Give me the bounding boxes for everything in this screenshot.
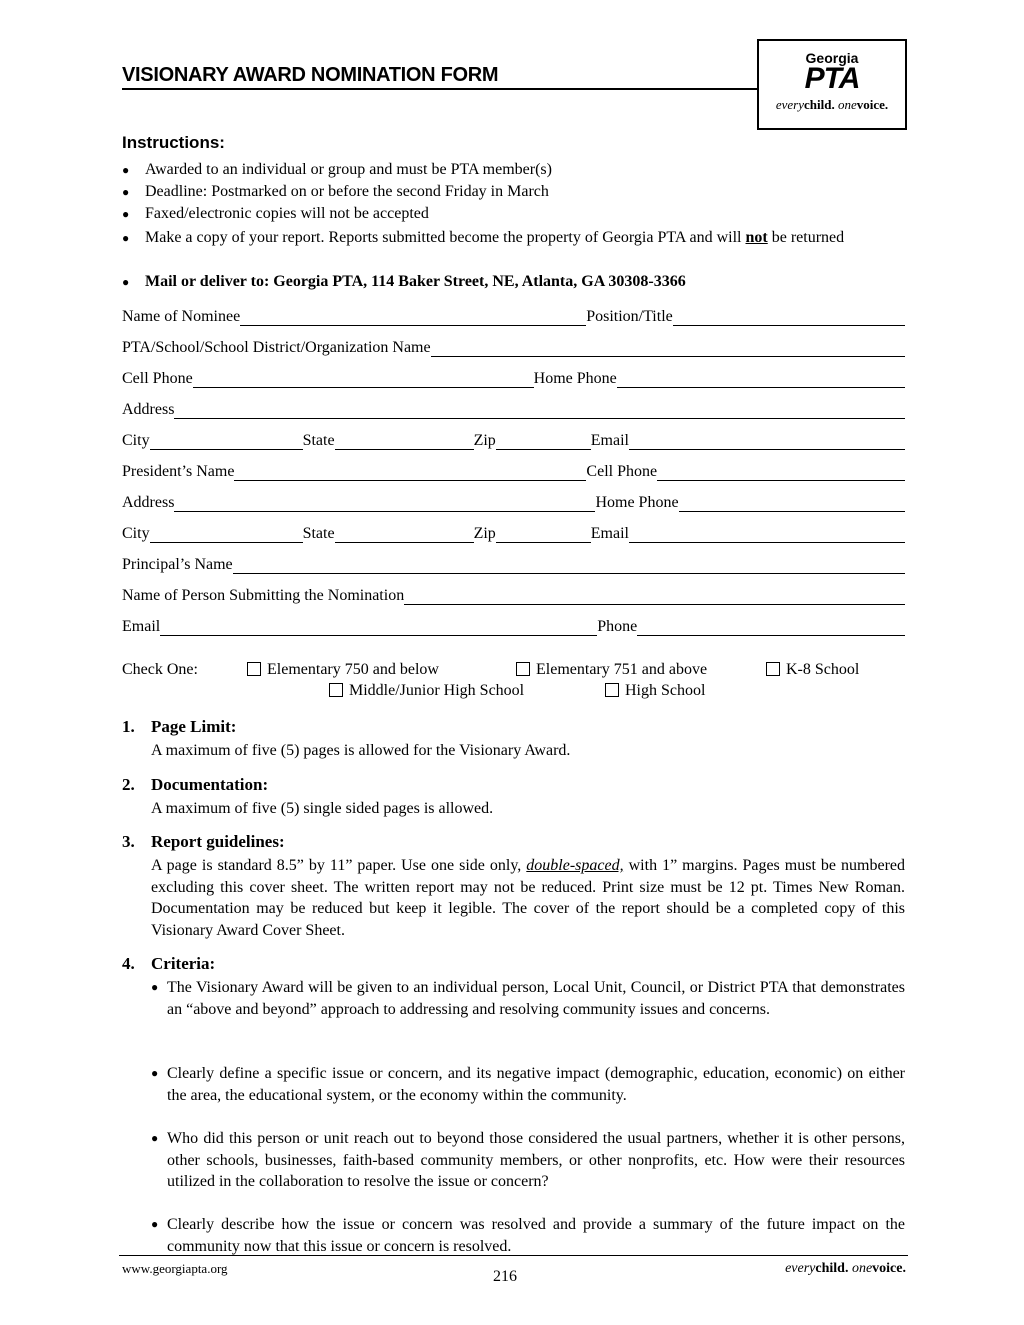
submitter-name-field[interactable] xyxy=(404,589,905,605)
instruction-item: ● Make a copy of your report. Reports submitted become the property of Georgia PTA and will not be returned xyxy=(122,229,845,246)
footer-website[interactable]: www.georgiapta.org xyxy=(122,1261,228,1276)
nominee-name-field[interactable] xyxy=(240,310,586,326)
georgia-pta-logo xyxy=(757,39,907,130)
submitter-phone-label: Phone xyxy=(597,618,638,635)
school-type-option[interactable]: Elementary 750 and below xyxy=(247,661,439,679)
president-city-row xyxy=(122,523,905,543)
city-label: City xyxy=(122,432,150,449)
president-name-label: President’s Name xyxy=(122,463,235,480)
president-address-row xyxy=(122,492,905,512)
checkbox[interactable] xyxy=(516,662,530,676)
city-row xyxy=(122,430,905,450)
checkbox[interactable] xyxy=(329,683,343,697)
double-spaced-emphasis: double-spaced, xyxy=(526,857,624,874)
email-label: Email xyxy=(590,432,629,449)
page-number: 216 xyxy=(493,1268,517,1285)
address-field[interactable] xyxy=(174,403,905,419)
cell-phone-field[interactable] xyxy=(193,372,534,388)
principal-row xyxy=(122,554,905,574)
checkbox[interactable] xyxy=(766,662,780,676)
criteria-item: ● Clearly define a specific issue or concern, and its negative impact (demographic, education, economic) on either the area, the educational system, or the economy within the community. xyxy=(151,1065,905,1104)
form-title: VISIONARY AWARD NOMINATION FORM xyxy=(122,64,758,90)
criteria-item: ● Clearly describe how the issue or concern was resolved and provide a summary of the future impact on the community now that this issue or concern is resolved. xyxy=(151,1216,905,1255)
not-emphasis: not xyxy=(745,229,768,246)
president-row xyxy=(122,461,905,481)
checkbox[interactable] xyxy=(247,662,261,676)
submitter-name-label: Name of Person Submitting the Nomination xyxy=(122,587,405,604)
email-field[interactable] xyxy=(629,434,905,450)
president-state-label: State xyxy=(302,525,335,542)
organization-label: PTA/School/School District/Organization Name xyxy=(122,339,431,356)
submitter-email-label: Email xyxy=(122,618,161,635)
instruction-item: ● Faxed/electronic copies will not be accepted xyxy=(122,205,429,222)
zip-field[interactable] xyxy=(496,434,591,450)
organization-field[interactable] xyxy=(431,341,905,357)
school-type-option[interactable]: Elementary 751 and above xyxy=(516,661,707,679)
president-state-field[interactable] xyxy=(335,527,474,543)
nominee-row xyxy=(122,306,905,326)
principal-name-field[interactable] xyxy=(233,558,905,574)
submitter-contact-row xyxy=(122,616,905,636)
section-heading: 3. Report guidelines: xyxy=(122,832,285,851)
footer-divider xyxy=(119,1255,908,1256)
home-phone-field[interactable] xyxy=(617,372,905,388)
nominee-name-label: Name of Nominee xyxy=(122,308,241,325)
submitter-email-field[interactable] xyxy=(160,620,597,636)
school-type-option[interactable]: Middle/Junior High School xyxy=(329,682,524,700)
president-home-phone-field[interactable] xyxy=(679,496,905,512)
section-heading: 2. Documentation: xyxy=(122,775,269,794)
president-email-field[interactable] xyxy=(629,527,905,543)
position-title-field[interactable] xyxy=(673,310,905,326)
criteria-item: ● The Visionary Award will be given to an individual person, Local Unit, Council, or District PTA that demonstrates an “above and beyond” approach to addressing and resolving community issues and concerns. xyxy=(151,979,905,1018)
president-zip-field[interactable] xyxy=(496,527,591,543)
address-label: Address xyxy=(122,401,175,418)
phone-row xyxy=(122,368,905,388)
city-field[interactable] xyxy=(150,434,303,450)
position-title-label: Position/Title xyxy=(586,308,673,325)
president-name-field[interactable] xyxy=(234,465,586,481)
president-city-label: City xyxy=(122,525,150,542)
school-type-option[interactable]: K-8 School xyxy=(766,661,859,679)
cell-phone-label: Cell Phone xyxy=(122,370,193,387)
criteria-item: ● Who did this person or unit reach out to beyond those considered the usual partners, whether it is other persons, other schools, businesses, faith-based community members, or other nonprofits, etc. How were their resources utilized in the collaboration to resolve the issue or concern? xyxy=(151,1130,905,1190)
submitter-row xyxy=(122,585,905,605)
zip-label: Zip xyxy=(473,432,496,449)
address-row xyxy=(122,399,905,419)
section-body: A maximum of five (5) single sided pages is allowed. xyxy=(151,800,494,817)
organization-row xyxy=(122,337,905,357)
checkbox[interactable] xyxy=(605,683,619,697)
section-heading: 4. Criteria: xyxy=(122,954,216,973)
president-cell-phone-label: Cell Phone xyxy=(586,463,658,480)
state-label: State xyxy=(302,432,335,449)
section-heading: 1. Page Limit: xyxy=(122,717,237,736)
logo-pta: PTA xyxy=(804,62,860,95)
president-address-label: Address xyxy=(122,494,175,511)
instruction-item-mail: ● Mail or deliver to: Georgia PTA, 114 Baker Street, NE, Atlanta, GA 30308-3366 xyxy=(122,273,686,290)
president-email-label: Email xyxy=(590,525,629,542)
section-body: A page is standard 8.5” by 11” paper. Use one side only, double-spaced, with 1” margins. Pages must be numbered excluding this cover sheet. The written report may not be reduced. Print size must be 12 pt. Times New Roman. Documentation may be reduced but keep it legible. The cover of the report should be a completed copy of this Visionary Award Cover Sheet. xyxy=(151,857,906,939)
state-field[interactable] xyxy=(335,434,474,450)
instruction-item: ● Deadline: Postmarked on or before the second Friday in March xyxy=(122,183,549,200)
instructions-heading: Instructions: xyxy=(122,133,225,152)
president-city-field[interactable] xyxy=(150,527,303,543)
section-body: A maximum of five (5) pages is allowed for the Visionary Award. xyxy=(151,742,571,759)
president-cell-phone-field[interactable] xyxy=(657,465,905,481)
submitter-phone-field[interactable] xyxy=(637,620,905,636)
footer-tagline: everychild. onevoice. xyxy=(785,1261,906,1276)
check-one-label: Check One: xyxy=(122,661,198,678)
school-type-option[interactable]: High School xyxy=(605,682,705,700)
logo-tagline: everychild. onevoice. xyxy=(775,97,889,112)
president-address-field[interactable] xyxy=(174,496,595,512)
logo-georgia: Georgia xyxy=(805,50,859,66)
president-home-phone-label: Home Phone xyxy=(595,494,679,511)
president-zip-label: Zip xyxy=(473,525,496,542)
instruction-item: ● Awarded to an individual or group and must be PTA member(s) xyxy=(122,161,552,178)
home-phone-label: Home Phone xyxy=(533,370,617,387)
principal-name-label: Principal’s Name xyxy=(122,556,233,573)
